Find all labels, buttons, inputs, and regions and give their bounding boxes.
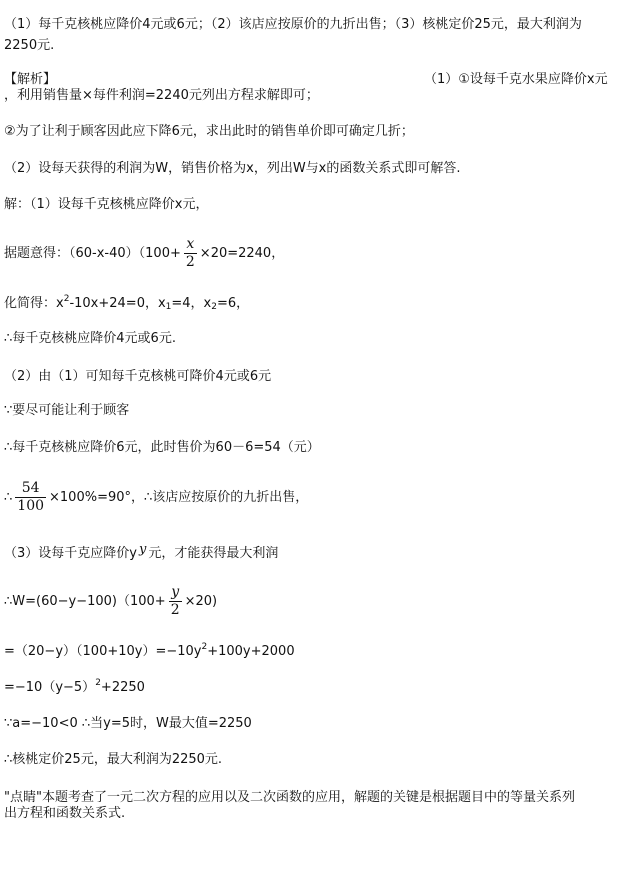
analysis-note-line-2: ，利用销售量×每件利润=2240元列出方程求解即可；: [4, 88, 319, 103]
expansion-suffix: +100y+2000: [207, 644, 295, 659]
ratio-line: [4, 478, 308, 518]
expansion-prefix: =（20−y）（100+10y）=−10y: [4, 644, 202, 659]
solution-intro: 解：（1）设每千克核桃应降价x元，: [4, 197, 209, 212]
vertex-prefix: =−10（y−5）: [4, 680, 96, 695]
analysis-note-line-4: （2）设每天获得的利润为W，销售价格为x，列出W与x的函数关系式即可解答.: [4, 161, 461, 176]
therefore-symbol: ∴: [4, 490, 13, 505]
fraction-numerator: y: [171, 584, 180, 600]
w-equation-suffix: ×20): [184, 594, 218, 609]
simplified-middle-2: =4，x: [171, 296, 212, 311]
equation-1-suffix: ×20=2240，: [199, 246, 285, 261]
fraction-x-over-2: [184, 236, 197, 271]
comment-line-1: "点睛"本题考查了一元二次方程的应用以及二次函数的应用，解题的关键是根据题目中的等量关系列: [4, 790, 575, 805]
exponent: 2: [201, 642, 208, 652]
analysis-heading: 【解析】: [4, 72, 57, 87]
exponent: 2: [95, 678, 101, 688]
w-equation-prefix: ∴W=(60−y−100)（100+: [4, 594, 166, 609]
fraction-denominator: 2: [170, 602, 180, 618]
part-3-suffix: 元，才能获得最大利润: [148, 546, 279, 561]
fraction-denominator: 100: [17, 498, 45, 514]
variable-y: y: [138, 542, 147, 557]
ratio-suffix: ×100%=90°，∴该店应按原价的九折出售，: [49, 490, 309, 505]
because-line: ∵要尽可能让利于顾客: [4, 403, 130, 418]
fraction-denominator: 2: [185, 254, 195, 270]
comment-line-2: 出方程和函数关系式.: [4, 806, 126, 821]
part-3-intro: [4, 542, 278, 562]
maximum-line: ∵a=−10<0 ∴当y=5时，W最大值=2250: [4, 716, 252, 731]
answer-line-2: 2250元.: [4, 38, 55, 53]
subscript-2: 2: [211, 302, 217, 312]
equation-1: [4, 234, 284, 274]
answer-line-1: （1）每千克核桃应降价4元或6元；（2）该店应按原价的九折出售；（3）核桃定价25元，最大利润为: [4, 17, 582, 32]
conclusion-1: ∴每千克核桃应降价4元或6元.: [4, 331, 176, 346]
analysis-note-right: （1）①设每千克水果应降价x元: [424, 72, 608, 87]
fraction-numerator: x: [186, 236, 195, 252]
fraction-numerator: 54: [21, 480, 40, 496]
analysis-note-line-3: ②为了让利于顾客因此应下降6元，求出此时的销售单价即可确定几折；: [4, 124, 414, 139]
vertex-suffix: +2250: [100, 680, 145, 695]
exponent: 2: [63, 294, 70, 304]
simplified-end: =6，: [216, 296, 250, 311]
vertex-form-line: [4, 680, 145, 696]
fraction-54-over-100: [15, 480, 46, 515]
subscript-1: 1: [165, 302, 172, 312]
simplified-equation: [4, 296, 249, 312]
therefore-price-line: ∴每千克核桃应降价6元，此时售价为60－6=54（元）: [4, 440, 320, 455]
final-answer: ∴核桃定价25元，最大利润为2250元.: [4, 752, 223, 767]
fraction-y-over-2: [169, 584, 182, 619]
simplified-middle: -10x+24=0，x: [69, 296, 166, 311]
part-3-prefix: （3）设每千克应降价y: [4, 546, 137, 561]
equation-1-prefix: 据题意得：（60-x-40）（100+: [4, 246, 181, 261]
expansion-line: [4, 644, 295, 660]
part-2-intro: （2）由（1）可知每千克核桃可降价4元或6元: [4, 369, 272, 384]
w-equation: [4, 582, 217, 622]
simplified-prefix: 化简得：x: [4, 296, 64, 311]
